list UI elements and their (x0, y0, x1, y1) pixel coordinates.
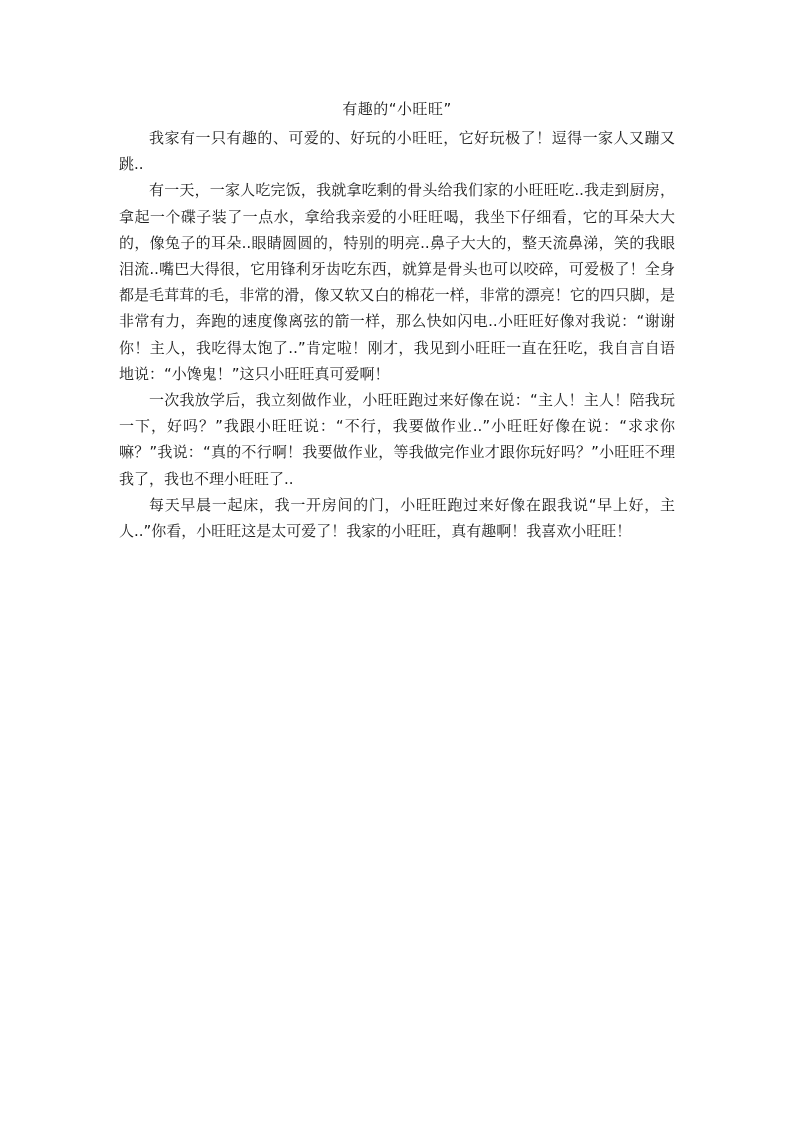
paragraph-4: 每天早晨一起床，我一开房间的门，小旺旺跑过来好像在跟我说“早上好，主人..”你看，小旺旺这是太可爱了！我家的小旺旺，真有趣啊！我喜欢小旺旺！ (119, 495, 675, 541)
paragraph-1: 我家有一只有趣的、可爱的、好玩的小旺旺，它好玩极了！逗得一家人又蹦又跳.. (119, 129, 675, 174)
document-title: 有趣的“小旺旺” (342, 100, 452, 118)
paragraph-3: 一次我放学后，我立刻做作业，小旺旺跑过来好像在说：“主人！主人！陪我玩一下，好吗？”我跟小旺旺说：“不行，我要做作业..”小旺旺好像在说：“求求你嘛？”我说：“真的不行啊！我要做作业，等我做完作业才跟你玩好吗？”小旺旺不理我了，我也不理小旺旺了.. (119, 391, 675, 488)
paragraph-2: 有一天，一家人吃完饭，我就拿吃剩的骨头给我们家的小旺旺吃..我走到厨房，拿起一个碟子装了一点水，拿给我亲爱的小旺旺喝，我坐下仔细看，它的耳朵大大的，像兔子的耳朵..眼睛圆圆的，特别的明亮..鼻子大大的，整天流鼻涕，笑的我眼泪流..嘴巴大得很，它用锋利牙齿吃东西，就算是骨头也可以咬碎，可爱极了！全身都是毛茸茸的毛，非常的滑，像又软又白的棉花一样，非常的漂亮！它的四只脚，是非常有力，奔跑的速度像离弦的箭一样，那么快如闪电..小旺旺好像对我说：“谢谢你！主人，我吃得太饱了..”肯定啦！刚才，我见到小旺旺一直在狂吃，我自言自语地说：“小馋鬼！”这只小旺旺真可爱啊！ (119, 181, 675, 383)
document-body (119, 96, 675, 544)
